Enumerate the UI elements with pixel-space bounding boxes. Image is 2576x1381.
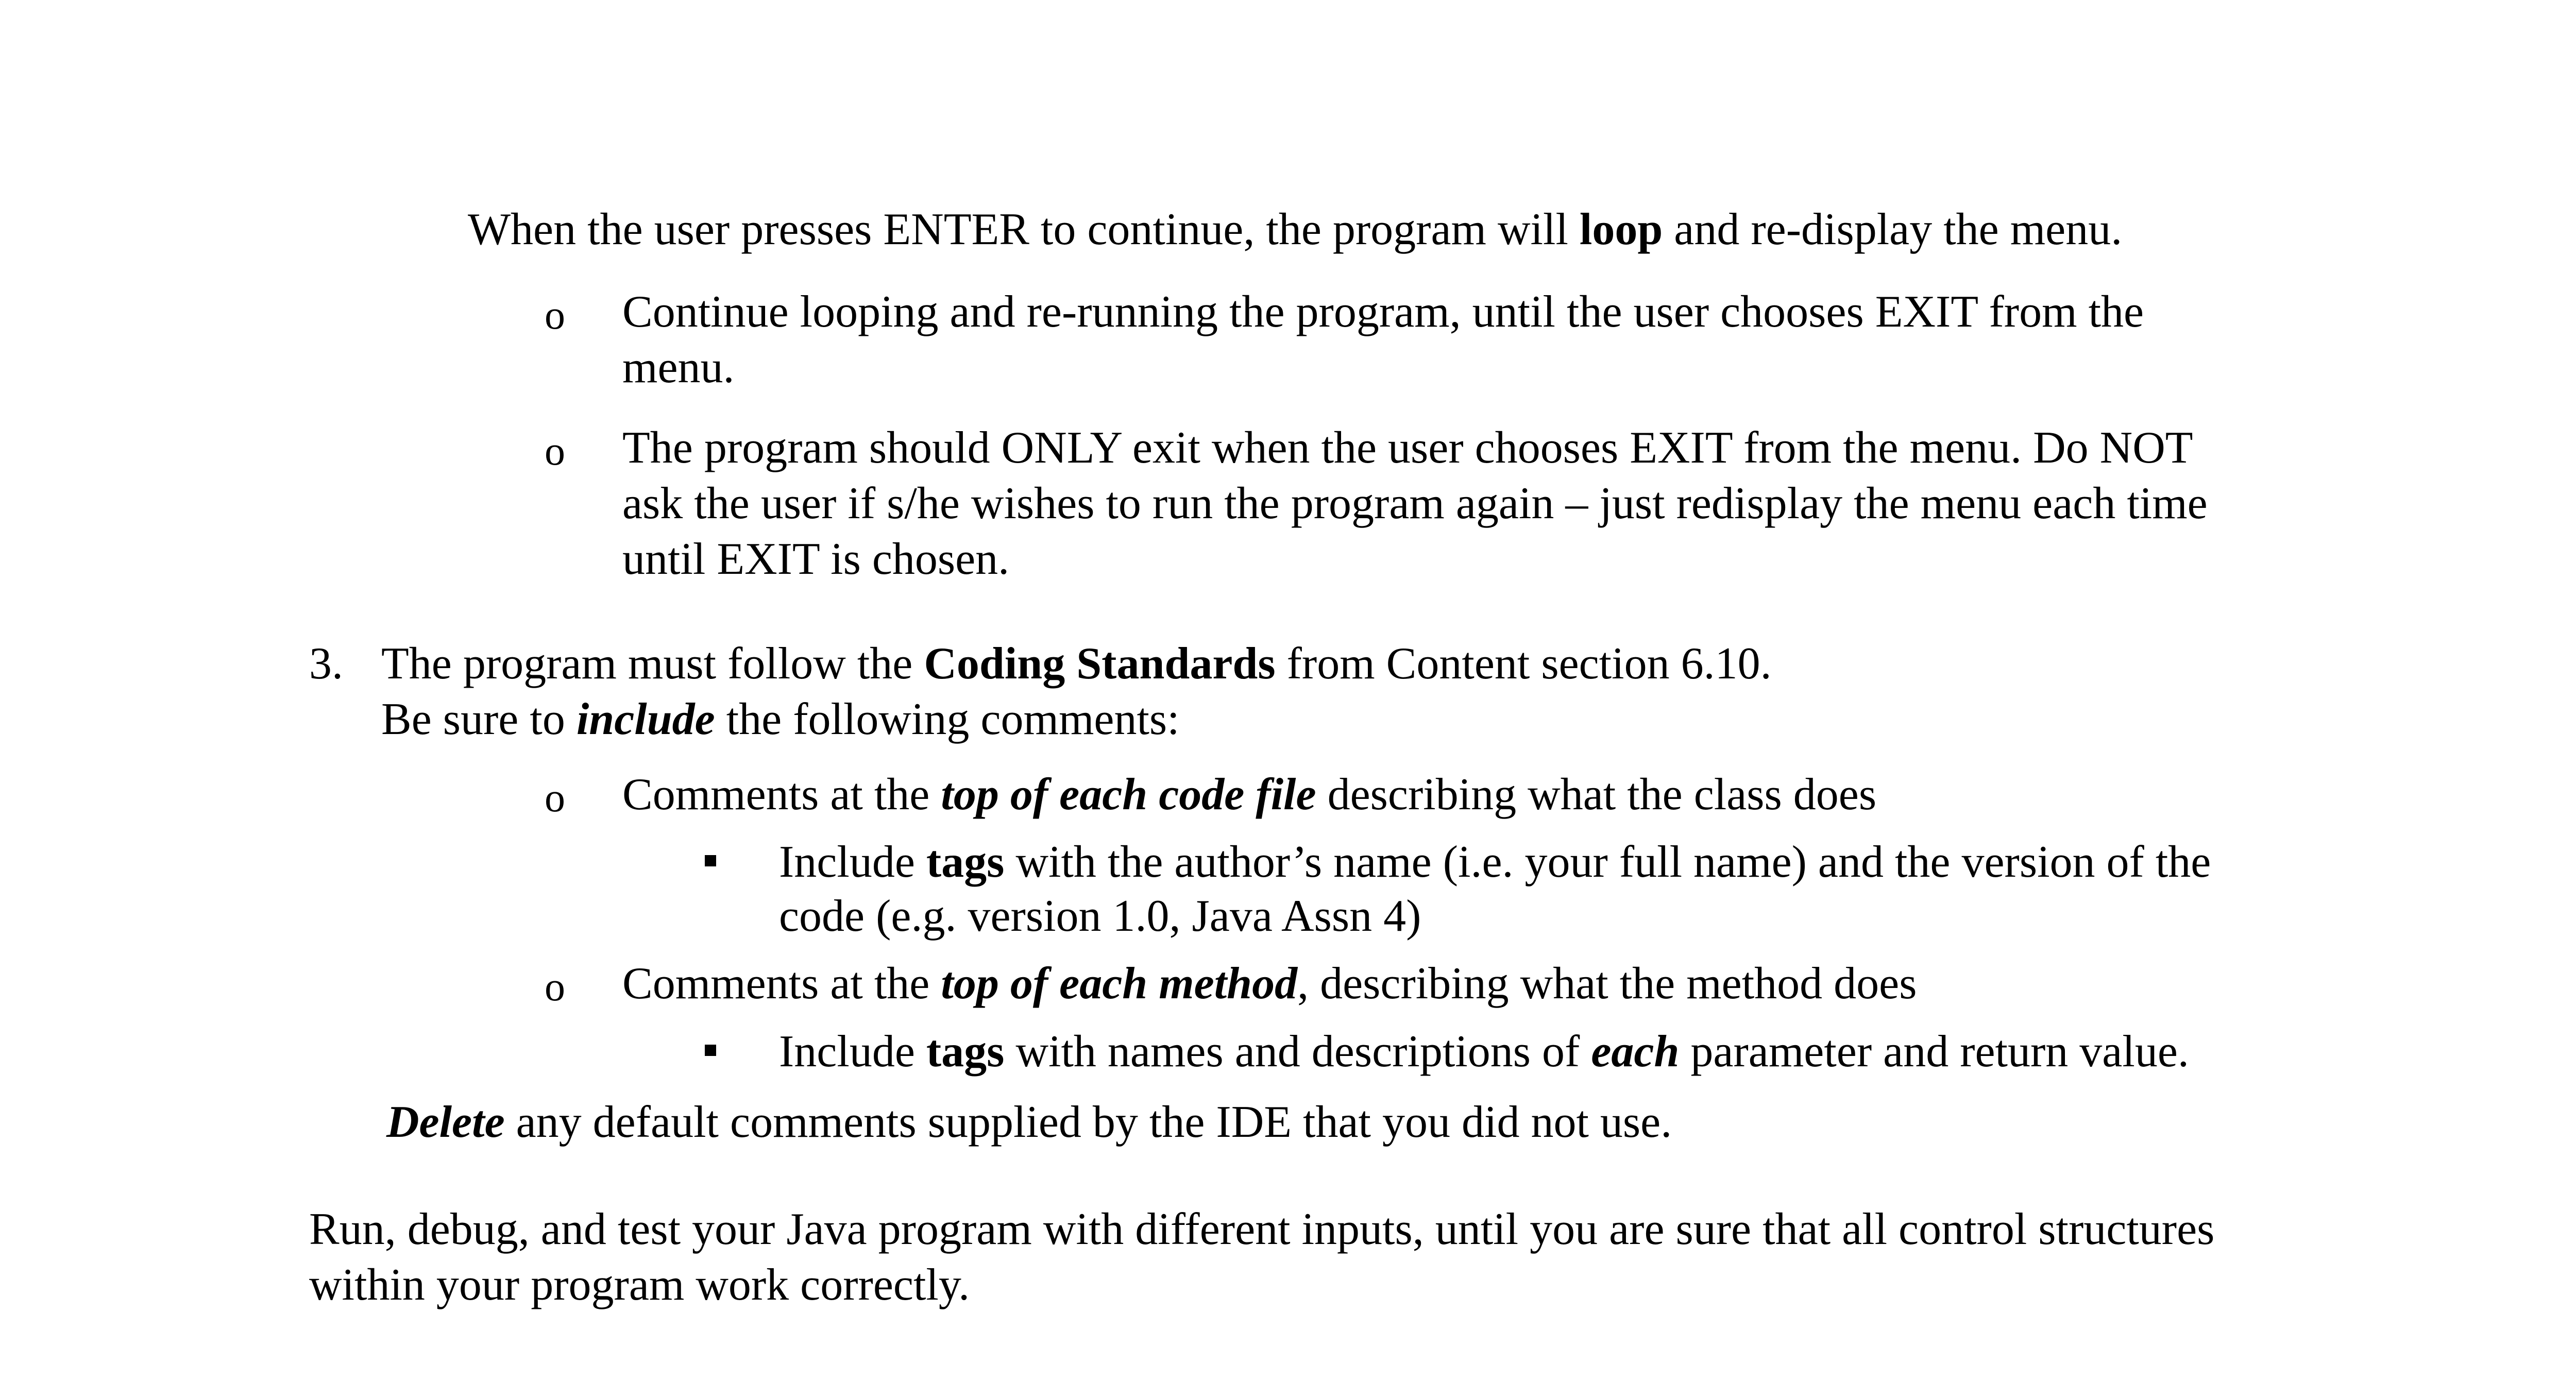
parameter-tags-line (779, 1024, 2189, 1080)
item3-line-1-after: from Content section 6.10. (1275, 639, 1772, 689)
list-number-3: 3. (309, 639, 343, 689)
item3-line-2 (381, 692, 1180, 747)
comments-method (622, 956, 1917, 1012)
parameter-each-emphasis: each (1591, 1027, 1680, 1077)
author-tags-line-1 (779, 834, 2211, 890)
parameter-tags-before: Include (779, 1027, 926, 1077)
circle-bullet-icon: o (545, 964, 565, 1010)
intro-paragraph (468, 202, 2122, 258)
closing-line-1: Run, debug, and test your Java program with different inputs, until you are sure that all control structures (309, 1204, 2215, 1254)
circle-bullet-icon: o (545, 775, 565, 821)
intro-strong-loop: loop (1579, 204, 1663, 254)
item3-include-emphasis: include (576, 694, 715, 744)
square-bullet-icon (705, 855, 716, 866)
circle-bullet-icon: o (545, 429, 565, 474)
loop-bullet-2-line-1: The program should ONLY exit when the user chooses EXIT from the menu. Do NOT (622, 423, 2193, 473)
item3-line-1-before: The program must follow the (381, 639, 924, 689)
comments-code-file-after: describing what the class does (1316, 770, 1877, 820)
delete-after: any default comments supplied by the IDE that you did not use. (504, 1097, 1672, 1147)
loop-bullet-1-line-1: Continue looping and re-running the program, until the user chooses EXIT from the (622, 287, 2144, 337)
comments-method-after: , describing what the method does (1297, 959, 1917, 1009)
comments-method-emphasis: top of each method (941, 959, 1298, 1009)
square-bullet-icon (705, 1045, 716, 1056)
loop-bullet-1-line-2: menu. (622, 343, 735, 393)
loop-bullet-2-line-3: until EXIT is chosen. (622, 534, 1010, 584)
author-tags-line-2: code (e.g. version 1.0, Java Assn 4) (779, 891, 1421, 941)
author-tags-before: Include (779, 837, 926, 887)
comments-code-file-before: Comments at the (622, 770, 941, 820)
parameter-tags-after: parameter and return value. (1679, 1027, 2189, 1077)
item3-line-1 (381, 636, 1772, 692)
intro-text-after: and re-display the menu. (1663, 204, 2123, 254)
comments-method-before: Comments at the (622, 959, 941, 1009)
author-tags-after: with the author’s name (i.e. your full name) and the version of the (1004, 837, 2211, 887)
item3-line-2-before: Be sure to (381, 694, 577, 744)
comments-code-file-emphasis: top of each code file (941, 770, 1316, 820)
author-tags-strong: tags (926, 837, 1005, 887)
parameter-tags-strong: tags (926, 1027, 1005, 1077)
circle-bullet-icon: o (545, 293, 565, 338)
comments-code-file (622, 767, 1876, 823)
loop-bullet-2-line-2: ask the user if s/he wishes to run the program again – just redisplay the menu each time (622, 479, 2208, 528)
delete-default-comments (386, 1095, 1672, 1150)
parameter-tags-middle: with names and descriptions of (1004, 1027, 1591, 1077)
item3-line-2-after: the following comments: (715, 694, 1180, 744)
delete-emphasis: Delete (386, 1097, 505, 1147)
item3-coding-standards: Coding Standards (924, 639, 1276, 689)
intro-text-before: When the user presses ENTER to continue, the program will (468, 204, 1580, 254)
closing-line-2: within your program work correctly. (309, 1260, 970, 1310)
